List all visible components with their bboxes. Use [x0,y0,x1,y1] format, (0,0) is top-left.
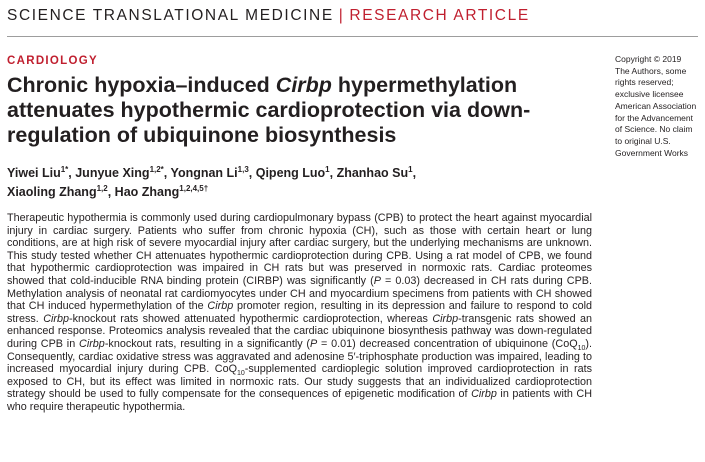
author[interactable] [75,166,164,180]
author[interactable] [7,185,108,199]
copyright-line: exclusive licensee [615,89,684,100]
copyright-line: The Authors, some [615,65,687,76]
author-name[interactable]: Hao Zhang [114,185,180,199]
author[interactable] [7,166,68,180]
copyright-line: of Science. No claim [615,124,693,135]
journal-header [7,7,697,27]
journal-name[interactable]: SCIENCE TRANSLATIONAL MEDICINE [7,7,334,24]
header-divider [7,36,698,37]
author-affiliation: 1 [325,164,330,174]
abstract [7,212,592,414]
copyright-line: rights reserved; [615,77,674,88]
title-part-2: hypermethylation attenuates hypothermic cardioprotection via down-regulation of ubiquinone biosynthesis [7,73,531,147]
article-title [7,73,567,148]
copyright-line: American Association [615,100,697,111]
title-gene: Cirbp [275,73,332,97]
author-separator: , [107,185,115,199]
author-name[interactable]: Qipeng Luo [255,166,326,180]
author-separator: , [412,166,417,180]
author[interactable] [171,166,249,180]
author-affiliation: 1* [60,164,69,174]
author-name[interactable]: Junyue Xing [75,166,150,180]
author-affiliation: 1,2,4,5† [179,183,209,193]
author[interactable] [337,166,413,180]
copyright-notice [615,54,703,159]
author-separator: , [329,166,337,180]
author-name[interactable]: Yongnan Li [170,166,238,180]
copyright-line: Government Works [615,147,689,158]
author-name[interactable]: Xiaoling Zhang [7,185,97,199]
author-affiliation: 1,2 [96,183,108,193]
author-affiliation: 1,3 [237,164,249,174]
copyright-line: Copyright © 2019 [615,54,682,64]
author-separator: , [248,166,256,180]
author-name[interactable]: Zhanhao Su [336,166,409,180]
article-type[interactable]: RESEARCH ARTICLE [349,7,530,24]
author-affiliation: 1 [408,164,413,174]
author-name[interactable]: Yiwei Liu [7,166,61,180]
author-separator: , [163,166,171,180]
section-label[interactable]: CARDIOLOGY [7,55,98,67]
author-separator: , [68,166,76,180]
author-list [7,164,477,202]
title-part-1: Chronic hypoxia–induced [7,73,276,97]
author-affiliation: 1,2* [149,164,164,174]
abstract-text: Therapeutic hypothermia is commonly used during cardiopulmonary bypass (CPB) to protect the heart against myocardial injury in cardiac surgery. Patients who suffer from chronic hypoxia (CH), such as those with certain heart or lung conditions, are at high risk of severe myocardial injury after cardiac surgery, but the underlying mechanisms are unknown. This study tested whether CH attenuates hypothermic cardioprotection during CPB. Using a rat model of CPB, we found that hypothermic cardioprotection was impaired in CH rats but was preserved in normoxic rats. Cardiac proteomes showed that cold-inducible RNA binding protein (CIRBP) was significantly (P = 0.03) decreased in CH rats during CPB. Methylation analysis of neonatal rat cardiomyocytes under CH and myocardium specimens from patients with CH showed that CH induced hypermethylation of the Cirbp promoter region, resulting in its depression and failure to respond to cold stress. Cirbp-knockout rats showed attenuated hypothermic cardioprotection, whereas Cirbp-transgenic rats showed an enhanced response. Proteomics analysis revealed that the cardiac ubiquinone biosynthesis pathway was down-regulated during CPB in Cirbp-knockout rats, resulting in a significantly (P = 0.01) decreased concentration of ubiquinone (CoQ$_{10}$). Consequently, cardiac oxidative stress was aggravated and adenosine 5′-triphosphate production was impaired, leading to increased myocardial injury during CPB. CoQ$_{10}$-supplemented cardioplegic solution improved cardioprotection in rats exposed to CH, but its effect was limited in normoxic rats. Our study suggests that an individualized cardioprotection strategy should be used to fully compensate for the consequences of epigenetic modification of Cirbp in patients with CH who require therapeutic hypothermia. [7,212,592,413]
author[interactable] [256,166,330,180]
author[interactable] [115,185,209,199]
header-separator: | [338,7,345,24]
copyright-line: for the Advancement [615,112,693,123]
copyright-line: to original U.S. [615,135,671,146]
